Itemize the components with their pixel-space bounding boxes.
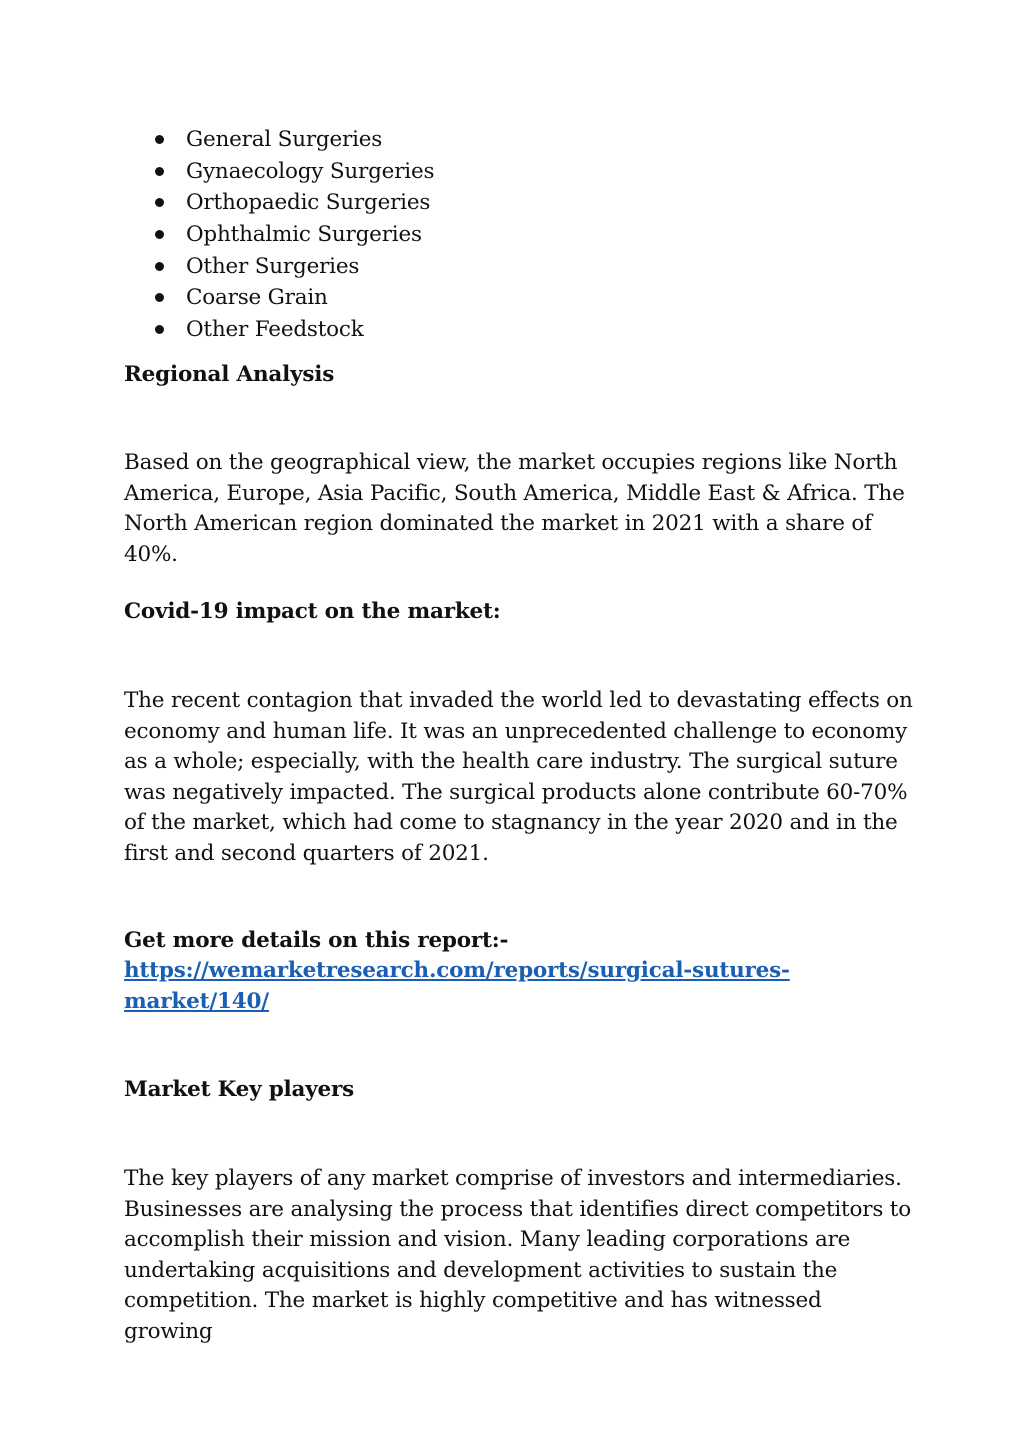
bullet-icon	[155, 135, 164, 144]
bullet-icon	[155, 167, 164, 176]
list-item-label: Other Feedstock	[186, 317, 364, 343]
list-item	[124, 314, 434, 346]
list-item-label: Coarse Grain	[186, 285, 328, 311]
report-link[interactable]	[124, 956, 914, 1017]
bullet-icon	[155, 230, 164, 239]
list-item-label: Gynaecology Surgeries	[186, 158, 435, 184]
list-item	[124, 156, 434, 188]
surgery-type-list	[124, 124, 434, 346]
list-item-label: Other Surgeries	[186, 253, 360, 279]
list-item	[124, 187, 434, 219]
bullet-icon	[155, 325, 164, 334]
key-players-heading: Market Key players	[124, 1077, 355, 1102]
covid-impact-paragraph: The recent contagion that invaded the world led to devastating effects on economy and human life. It was an unprecedented challenge to economy as a whole; especially, with the health care industry. The surgical suture was negatively impacted. The surgical products alone contribute 60-70% of the market, which had come to stagnancy in the year 2020 and in the first and second quarters of 2021.	[124, 688, 913, 866]
list-item-label: Ophthalmic Surgeries	[186, 222, 422, 248]
list-item	[124, 124, 434, 156]
list-item	[124, 251, 434, 283]
more-details-heading: Get more details on this report:-	[124, 928, 509, 953]
list-item-label: General Surgeries	[186, 127, 383, 152]
bullet-icon	[155, 262, 164, 271]
list-item	[124, 219, 434, 251]
bullet-icon	[155, 198, 164, 207]
list-item-label: Orthopaedic Surgeries	[186, 190, 431, 216]
report-link-line-1[interactable]: https://wemarketresearch.com/reports/surgical-sutures-	[124, 958, 790, 983]
list-item	[124, 282, 434, 314]
regional-analysis-heading: Regional Analysis	[124, 362, 335, 387]
bullet-icon	[155, 293, 164, 302]
report-link-line-2[interactable]: market/140/	[124, 988, 269, 1014]
regional-analysis-paragraph: Based on the geographical view, the market occupies regions like North America, Europe, Asia Pacific, South America, Middle East & Africa. The North American region dominated the market in 2021 with a share of 40%.	[124, 450, 905, 567]
covid-impact-heading: Covid-19 impact on the market:	[124, 599, 501, 624]
key-players-paragraph: The key players of any market comprise of investors and intermediaries. Businesses are analysing the process that identifies direct competitors to accomplish their mission and vision. Many leading corporations are undertaking acquisitions and development activities to sustain the competition. The market is highly competitive and has witnessed growing	[124, 1166, 911, 1344]
